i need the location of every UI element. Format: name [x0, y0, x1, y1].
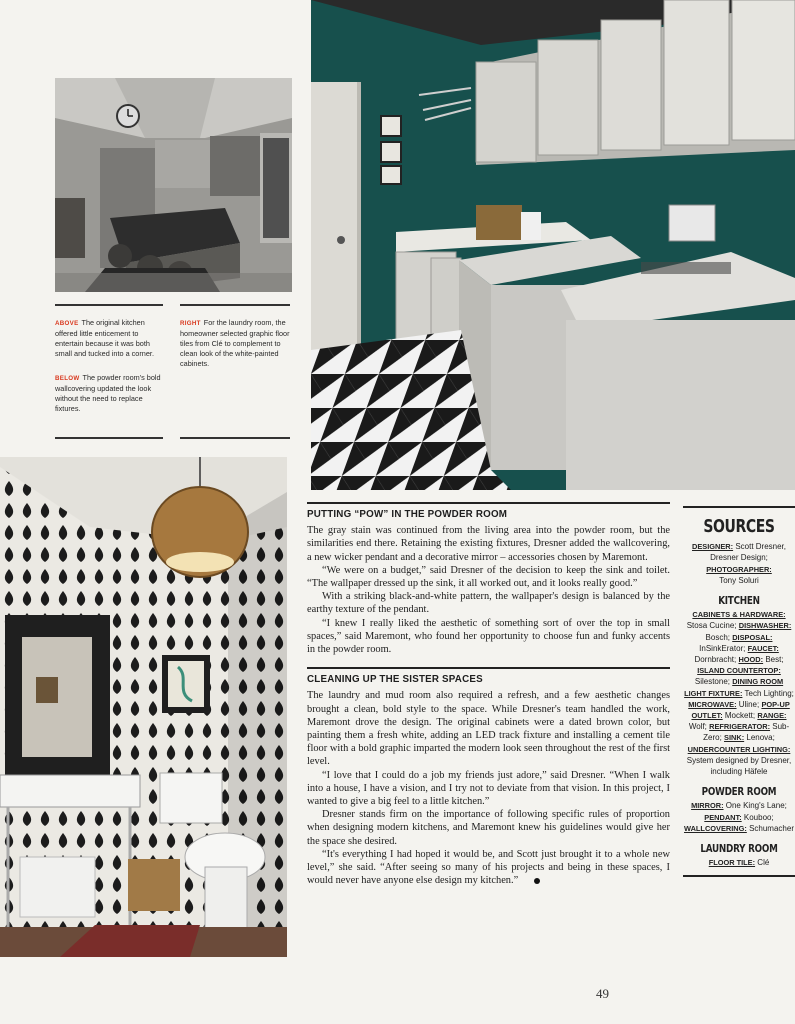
sources-credit-designer: [683, 541, 795, 563]
powder-room-photo: [0, 457, 287, 957]
sources-label: ISLAND COUNTERTOP:: [697, 666, 781, 676]
sources-value: Kouboo;: [741, 812, 774, 822]
laundry-room-photo: [311, 0, 795, 490]
sources-value: Tech Lighting;: [742, 688, 794, 698]
sources-label: HOOD:: [738, 655, 764, 665]
sources-value: Best;: [763, 655, 784, 665]
caption-below-text: The powder room's bold wallcovering updated the look without the need to replace fixtures.: [55, 373, 161, 413]
sources-heading-kitchen: KITCHEN: [718, 594, 760, 608]
sources-value: Lenova;: [744, 733, 775, 743]
caption-right-text: For the laundry room, the homeowner selected graphic floor tiles from Clé to complement to clean look of the white-painted cabinets.: [180, 318, 290, 368]
sources-label: DESIGNER:: [692, 542, 734, 552]
sources-top-rule: [683, 506, 795, 508]
sources-value: Bosch;: [705, 632, 733, 642]
caption-above: [55, 318, 167, 359]
sources-value: InSinkErator;: [699, 643, 748, 653]
sources-label: RANGE:: [757, 711, 787, 721]
sources-value: System designed by Dresner, including Häfele: [686, 755, 792, 777]
sources-laundry-list: [683, 857, 795, 868]
sources-bottom-rule: [683, 875, 795, 877]
sources-label: PHOTOGRAPHER:: [706, 564, 772, 574]
sources-value: Tony Soluri: [719, 575, 759, 585]
sources-label: REFRIGERATOR:: [709, 722, 771, 732]
sources-label: MIRROR:: [691, 801, 724, 811]
sources-label: WALLCOVERING:: [684, 823, 747, 833]
section-heading-powder: PUTTING “POW” IN THE POWDER ROOM: [307, 509, 508, 520]
page-number: 49: [596, 986, 609, 1001]
caption-rule-left-top: [55, 304, 163, 306]
article-body: [307, 502, 670, 887]
sources-label: DINING ROOM LIGHT FIXTURE:: [684, 677, 784, 698]
sources-powder-list: [683, 800, 795, 834]
sources-value: Mockett;: [722, 711, 758, 721]
sources-label: SINK:: [724, 733, 745, 743]
article-paragraph: “I knew I really liked the aesthetic of something sort of over the top in small spaces,” said Maremont, who found her opportunity to choose fun and funky accents in the powder room.: [307, 617, 670, 656]
sources-value: Silestone;: [694, 677, 733, 687]
sources-kitchen-list: [683, 609, 795, 777]
caption-rule-right-top: [180, 304, 290, 306]
sources-value: Schumacher: [746, 823, 794, 833]
article-top-rule: [307, 502, 670, 504]
article-paragraph: “I love that I could do a job my friends just adore,” said Dresner. “When I walk into a house, I have a vision, and I try not to deviate from that vision. In this project, I wanted to give a big feel to a little kitchen.”: [307, 769, 670, 808]
sources-label: FAUCET:: [747, 643, 779, 653]
article-paragraph: The gray stain was continued from the living area into the powder room, but the similarities end there. Retaining the existing fixtures, Dresner added the wallcovering, a new wicker pendant and a decorative mirror – accessories chosen by Maremont.: [307, 525, 670, 563]
sources-title: SOURCES: [703, 517, 775, 537]
caption-above-key: ABOVE: [55, 320, 79, 327]
article-paragraph: With a striking black-and-white pattern, the wallpaper's design is balanced by the earthy texture of the pendant.: [307, 591, 670, 616]
article-paragraph-last-text: “It's everything I had hoped it would be, and Scott just brought it to a whole new level,” she said. “After seeing so many of his projects and being in these spaces, I would never have anyone else design my kitchen.”: [307, 848, 670, 887]
sources-label: DISHWASHER:: [738, 621, 792, 631]
section-cleaning-up: [307, 667, 670, 686]
caption-right: [180, 318, 292, 369]
article-paragraph: The laundry and mud room also required a refresh, and a few aesthetic changes brought a clean, bold style to the space. While Dresner's team handled the work, Maremont drove the design. The original cabinets were a dated brown color, but painting them a fresh white, adding an LED track fixture and installing a cement tile floor with a bold graphic imparted the modern look seen throughout the rest of the first level.: [307, 690, 670, 768]
caption-rule-left-bottom: [55, 437, 163, 439]
sources-label: DISPOSAL:: [732, 632, 773, 642]
sources-label: CABINETS & HARDWARE:: [692, 610, 786, 620]
caption-rule-right-bottom: [180, 437, 290, 439]
sources-heading-laundry: LAUNDRY ROOM: [700, 842, 778, 856]
article-paragraph: Dresner stands firm on the importance of following specific rules of proportion when designing modern kitchens, and Maremont knew his guidelines would give her the space she desired.: [307, 809, 670, 847]
sources-label: UNDERCOUNTER LIGHTING:: [687, 744, 791, 754]
sources-value: Clé: [755, 858, 770, 868]
caption-below-key: BELOW: [55, 375, 80, 382]
section-heading-sister-spaces: CLEANING UP THE SISTER SPACES: [307, 674, 483, 686]
sources-value: Scott Dresner, Dresner Design;: [710, 542, 786, 563]
kitchen-before-photo: [55, 78, 292, 292]
sources-value: Dornbracht;: [694, 655, 739, 665]
sources-value: Stosa Cucine;: [686, 621, 739, 631]
article-section-rule: [307, 667, 670, 669]
sources-label: PENDANT:: [704, 812, 742, 822]
sources-value: Uline;: [736, 699, 762, 709]
caption-above-text: The original kitchen offered little enticement to entertain because it was both small and tucked into a corner.: [55, 318, 154, 358]
article-paragraph: “We were on a budget,” said Dresner of the decision to keep the sink and toilet. “The wallpaper dressed up the sink, it all worked out, and it looks really good.”: [307, 564, 670, 590]
sources-label: MICROWAVE:: [688, 699, 737, 709]
sources-credit-photographer: [683, 564, 795, 586]
sources-label: POP-UP OUTLET:: [691, 699, 790, 721]
sources-value: One King's Lane;: [723, 801, 787, 811]
article-paragraph-last: [307, 848, 670, 888]
caption-right-key: RIGHT: [180, 320, 201, 327]
sources-value: Wolf;: [688, 722, 710, 732]
sources-label: FLOOR TILE:: [708, 858, 756, 868]
sources-sidebar: [683, 506, 795, 877]
sources-heading-powder: POWDER ROOM: [701, 785, 777, 799]
caption-below: [55, 373, 167, 414]
sources-value: Sub-Zero;: [703, 722, 790, 743]
end-mark-bullet-icon: [534, 878, 540, 884]
